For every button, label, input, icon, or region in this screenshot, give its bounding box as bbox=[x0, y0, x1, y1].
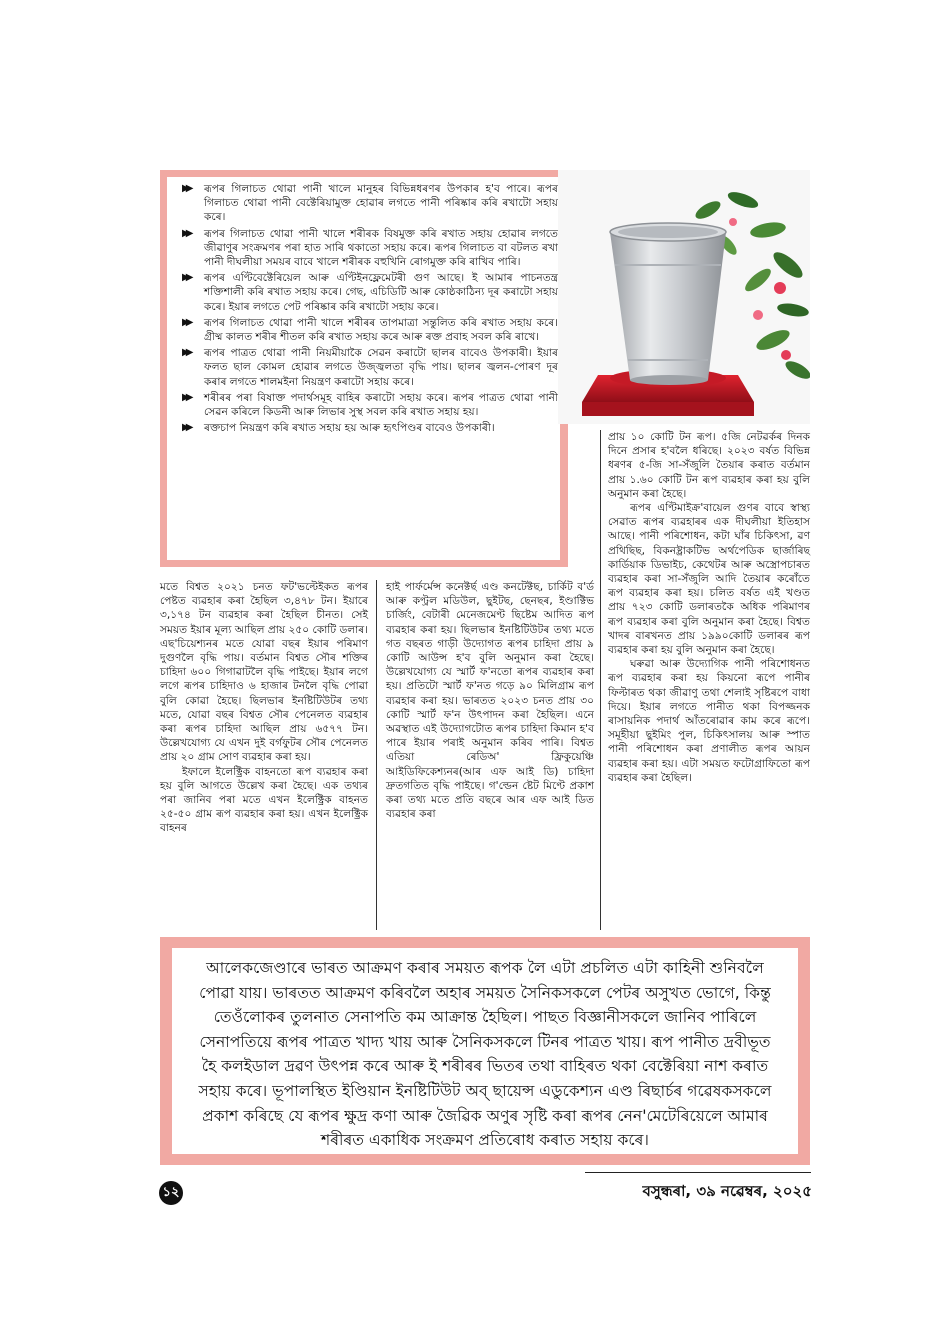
list-item-text: ৰূপৰ গিলাচত থোৱা পানী খালে শৰীৰৰ তাপমাত্ৰা সন্তুলিত কৰি ৰখাত সহায় কৰে। গ্ৰীষ্ম কালত শৰীৰ শীতল কৰি ৰখাত সহায় কৰে আৰু ৰক্ত প্ৰবাহ সবল কৰি ৰাখে। bbox=[204, 316, 558, 344]
list-item bbox=[178, 346, 558, 389]
column-3 bbox=[608, 430, 810, 785]
paragraph: প্ৰায় ১০ কোটি টন ৰূপ। ৫জি নেটৱৰ্কৰ দিনক দিনে প্ৰসাৰ হ'বলৈ ধৰিছে। ২০২৩ বৰ্ষত বিভিন্ন ধৰণৰ ৫-জি সা-সঁজুলি তৈয়াৰ কৰাত বৰ্তমান প্ৰায় ১.৬০ কোটি টন ৰূপ ব্যৱহাৰ কৰা হয় বুলি অনুমান কৰা হৈছে। bbox=[608, 431, 810, 500]
quote-text: আলেকজেণ্ডাৰে ভাৰত আক্ৰমণ কৰাৰ সময়ত ৰূপক লৈ এটা প্ৰচলিত এটা কাহিনী শুনিবলৈ পোৱা যায়। ভাৰতত আক্ৰমণ কৰিবলৈ অহাৰ সময়ত সৈনিকসকলে পেটৰ অসুখত ভোগে, কিন্তু তেওঁলোকৰ তুলনাত সেনাপতি কম আক্ৰান্ত হৈছিল। পাছত বিজ্ঞানীসকলে জানিব পাৰিলে সেনাপতিয়ে ৰূপৰ পাত্ৰত খাদ্য খায় আৰু সৈনিকসকলে টিনৰ পাত্ৰত খায়। ৰূপ পানীত দ্ৰবীভূত হৈ কলইডাল দ্ৰৱণ উৎপন্ন কৰে আৰু ই শৰীৰৰ ভিতৰ তথা বাহিৰত থকা বেক্টেৰিয়া নাশ কৰাত সহায় কৰে। ভূপালস্থিত ইণ্ডিয়ান ইনষ্টিটিউট অব্ ছায়েন্স এডুকেশ্যন এণ্ড ৰিছাৰ্চৰ গৱেষকসকলে প্ৰকাশ কৰিছে যে ৰূপৰ ক্ষুদ্ৰ কণা আৰু জৈৱিক অণুৰ সৃষ্টি কৰা ৰূপৰ নেন'মেটেৰিয়েলে আমাৰ শৰীৰত একাধিক সংক্ৰমণ প্ৰতিৰোধ কৰাত সহায় কৰে। bbox=[198, 959, 772, 1150]
silver-glass-photo bbox=[558, 170, 810, 424]
list-item-text: ৰক্তচাপ নিয়ন্ত্ৰণ কৰি ৰখাত সহায় হয় আৰু হৃৎপিণ্ডৰ বাবেও উপকাৰী। bbox=[204, 422, 495, 435]
list-item bbox=[178, 227, 558, 270]
double-arrow-icon: ▶▶ bbox=[182, 272, 190, 284]
double-arrow-icon: ▶▶ bbox=[182, 183, 190, 194]
list-item bbox=[178, 182, 558, 225]
publication-dateline: বসুন্ধৰা, ৩৯ নৱেম্বৰ, ২০২৫ bbox=[642, 1182, 812, 1200]
double-arrow-icon: ▶▶ bbox=[182, 316, 190, 328]
list-item bbox=[178, 316, 558, 344]
column-2 bbox=[386, 580, 594, 821]
list-item bbox=[178, 421, 558, 435]
column-divider bbox=[376, 580, 377, 930]
paragraph: ৰূপৰ এণ্টিমাইক্ৰ'বায়েল গুণৰ বাবে স্বাস্থ্য সেৱাত ৰূপৰ ব্যৱহাৰৰ এক দীঘলীয়া ইতিহাস আছে। পানী পৰিশোধন, কটা ঘাঁৰ চিকিৎসা, ৱণ প্ৰথিছিছ, বিকনষ্ট্ৰাকটিভ অৰ্থপেডিক ছাৰ্জাৰিছ কাৰ্ডিয়াক ডিভাইচ, কেথেটৰ আৰু অস্ত্ৰোপচাৰত ব্যৱহাৰ কৰা সা-সঁজুলি আদি তৈয়াৰ কৰোঁতে ৰূপ ব্যৱহাৰ কৰা হয়। চলিত বৰ্ষত এই খণ্ডত প্ৰায় ৭২৩ কোটি ডলাৰতকৈ অধিক পৰিমাণৰ ৰূপ ব্যৱহাৰ কৰা বুলি অনুমান কৰা হৈছে। বিশ্বত খাদৰ বাৰখনত প্ৰায় ১৯৯০কোটি ডলাৰৰ ৰূপ ব্যৱহাৰ কৰা হয় বুলি অনুমান কৰা হৈছে। bbox=[608, 502, 810, 657]
list-item bbox=[178, 391, 558, 419]
paragraph: ঘৰুৱা আৰু উদ্যোগিক পানী পৰিশোধনত ৰূপ ব্যৱহাৰ কৰা হয় কিয়নো ৰূপে পানীৰ ফিল্টাৰত থকা জীৱাণু তথা শেলাই সৃষ্টিৰপে বাধা দিয়ে। ইয়াৰ লগতে পানীত থকা বিপজ্জনক ৰাসায়নিক পদাৰ্থ আঁতৰোৱাৰ কাম কৰে ৰূপে। সমূহীয়া ছুইমিং পুল, চিকিৎসালয় আৰু স্পাত পানী পৰিশোধন কৰা প্ৰণালীত ৰূপৰ আয়ন ব্যৱহাৰ কৰা হয়। এটা সময়ত ফটোগ্ৰাফিতো ৰূপ ব্যৱহাৰ কৰা হৈছিল। bbox=[608, 658, 810, 784]
paragraph: মতে বিশ্বত ২০২১ চনত ফট'ভল্টেইকত ৰূপৰ পেষ্টত ব্যৱহাৰ কৰা হৈছিল ৩,৪৭৮ টন। ইয়াৰে ৩,১৭৪ টন ব্যৱহাৰ কৰা হৈছিল চীনত। সেই সময়ত ইয়াৰ মূল্য আছিল প্ৰায় ২৫০ কোটি ডলাৰ। এছ'চিয়েশ্যনৰ মতে যোৱা বছৰ ইয়াৰ পৰিমাণ দুগুণলৈ বৃদ্ধি পায়। বৰ্তমান বিশ্বত সৌৰ শক্তিৰ চাহিদা ৬০০ গিগাৱাটলৈ বৃদ্ধি পাইছে। ইয়াৰ লগে লগে ৰূপৰ চাহিদাও ৬ হাজাৰ টনলৈ বৃদ্ধি পোৱা বুলি কোৱা হৈছে। ছিলভাৰ ইনষ্টিটিউটৰ তথ্য মতে, যোৱা বছৰ বিশ্বত সৌৰ পেনেলত ব্যৱহাৰ কৰা ৰূপৰ চাহিদা আছিল প্ৰায় ৬৫৭৭ টন। উল্লেখযোগ্য যে এখন দুই বৰ্গফুটৰ সৌৰ পেনেলত প্ৰায় ২০ গ্ৰাম সোণ ব্যৱহাৰ কৰা হয়। bbox=[160, 581, 368, 764]
silver-glass-illustration bbox=[558, 170, 810, 424]
list-item-text: ৰূপৰ এণ্টিবেক্টেৰিয়েল আৰু এণ্টিইনফ্লেমেটৰী গুণ আছে। ই আমাৰ পাচনতন্ত্ৰ শক্তিশালী কৰি ৰখাত সহায় কৰে। গেছ, এচিডিটি আৰু কোষ্ঠকাঠিন্য দূৰ কৰাটো সহায় কৰে। ইয়াৰ লগতে পেট পৰিষ্কাৰ কৰি ৰখাটো সহায় কৰে। bbox=[204, 272, 558, 313]
column-1 bbox=[160, 580, 368, 836]
double-arrow-icon: ▶▶ bbox=[182, 227, 190, 239]
boxed-bullet-list bbox=[178, 182, 558, 437]
silver-cup bbox=[610, 223, 726, 385]
list-item-text: শৰীৰৰ পৰা বিষাক্ত পদাৰ্থসমূহ বাহিৰ কৰাটো সহায় কৰে। ৰূপৰ পাত্ৰত থোৱা পানী সেৱন কৰিলে কিডনী আৰু লিভাৰ সুস্থ সবল কৰি ৰখাত সহায় হয়। bbox=[204, 391, 558, 419]
double-arrow-icon: ▶▶ bbox=[182, 391, 190, 403]
list-item-text: ৰূপৰ গিলাচত থোৱা পানী খালে শৰীৰক বিষমুক্ত কৰি ৰখাত সহায় হোৱাৰ লগতে জীৱাণুৰ সংক্ৰমণৰ পৰা হাত সাৰি থকাতো সহায় কৰে। ৰূপৰ গিলাচত বা বটলত ৰখা পানী দীঘলীয়া সময়ৰ বাবে খালে শৰীৰক বহুখিনি ৰোগমুক্ত কৰি ৰাখিব পাৰি। bbox=[204, 227, 558, 269]
paragraph: ইফালে ইলেক্ট্ৰিক বাহনতো ৰূপ ব্যৱহাৰ কৰা হয় বুলি আগতে উল্লেখ কৰা হৈছে। এক তথ্যৰ পৰা জানিব পৰা মতে এখন ইলেক্ট্ৰিক বাহনত ২৫-৫০ গ্ৰাম ৰূপ ব্যৱহাৰ কৰা হয়। এখন ইলেক্ট্ৰিক বাহনৰ bbox=[160, 765, 368, 835]
paragraph: হাই পাৰ্ফৰ্মেন্স কনেক্টৰ্ছ এণ্ড কনটেক্টছ, চাৰ্কিট ব'ৰ্ড আৰু কণ্ট্ৰল মডিউল, ছুইটছ, ছেনছৰ, ইণ্ডাক্টিভ চাৰ্জিং, বেটাৰী মেনেজমেণ্ট ছিষ্টেম আদিত ৰূপ ব্যৱহাৰ কৰা হয়। ছিলভাৰ ইনষ্টিটিউটৰ তথ্য মতে গত বছৰত গাড়ী উদ্যোগত ৰূপৰ চাহিদা প্ৰায় ৯ কোটি আউন্স হ'ব বুলি অনুমান কৰা হৈছে। উল্লেখযোগ্য যে স্মাৰ্ট ফ'নতো ৰূপৰ ব্যৱহাৰ কৰা হয়। প্ৰতিটো স্মাৰ্ট ফ'নত গড়ে ৯০ মিলিগ্ৰাম ৰূপ ব্যৱহাৰ কৰা হয়। ভাৰতত ২০২৩ চনত প্ৰায় ৩০ কোটি স্মাৰ্ট ফ'ন উৎপাদন কৰা হৈছিল। এনে অৱস্থাত এই উদ্যোগটোত ৰূপৰ চাহিদা কিমান হ'ব পাৰে ইয়াৰ পৰাই অনুমান কৰিব পাৰি। বিশ্বত এতিয়া ৰেডিঅ' ফ্ৰিকুয়েঞ্চি আইডিফিকেশ্যনৰ(আৰ এফ আই ডি) চাহিদা দ্ৰুতগতিত বৃদ্ধি পাইছে। গ'ল্ডেন ষ্টেট মিণ্টে প্ৰকাশ কৰা তথ্য মতে প্ৰতি বছৰে আৰ এফ আই ডিত ব্যৱহাৰ কৰা bbox=[386, 581, 594, 821]
double-arrow-icon: ▶▶ bbox=[182, 347, 190, 359]
column-divider bbox=[600, 430, 601, 930]
list-item bbox=[178, 271, 558, 314]
footer-rule bbox=[585, 1172, 811, 1173]
list-item-text: ৰূপৰ গিলাচত থোৱা পানী খালে মানুহৰ বিভিন্নধৰণৰ উপকাৰ হ'ব পাৰে। ৰূপৰ গিলাচত থোৱা পানী বেক্টেৰিয়ামুক্ত হোৱাৰ লগতে পানী পৰিষ্কাৰ কৰি ৰখাটো সহায় কৰে। bbox=[204, 183, 558, 224]
page-number: ১২ bbox=[159, 1181, 183, 1205]
double-arrow-icon: ▶▶ bbox=[182, 422, 190, 434]
list-item-text: ৰূপৰ পাত্ৰত থোৱা পানী নিয়মীয়াকৈ সেৱন কৰাটো ছালৰ বাবেও উপকাৰী। ইয়াৰ ফলত ছাল কোমল হোৱাৰ লগতে উজ্জ্বলতা বৃদ্ধি পায়। ছালৰ জ্বলন-পোৰণ দূৰ কৰাৰ লগতে শালমইনা নিয়ন্ত্ৰণ কৰাটো সহায় কৰে। bbox=[204, 347, 558, 388]
